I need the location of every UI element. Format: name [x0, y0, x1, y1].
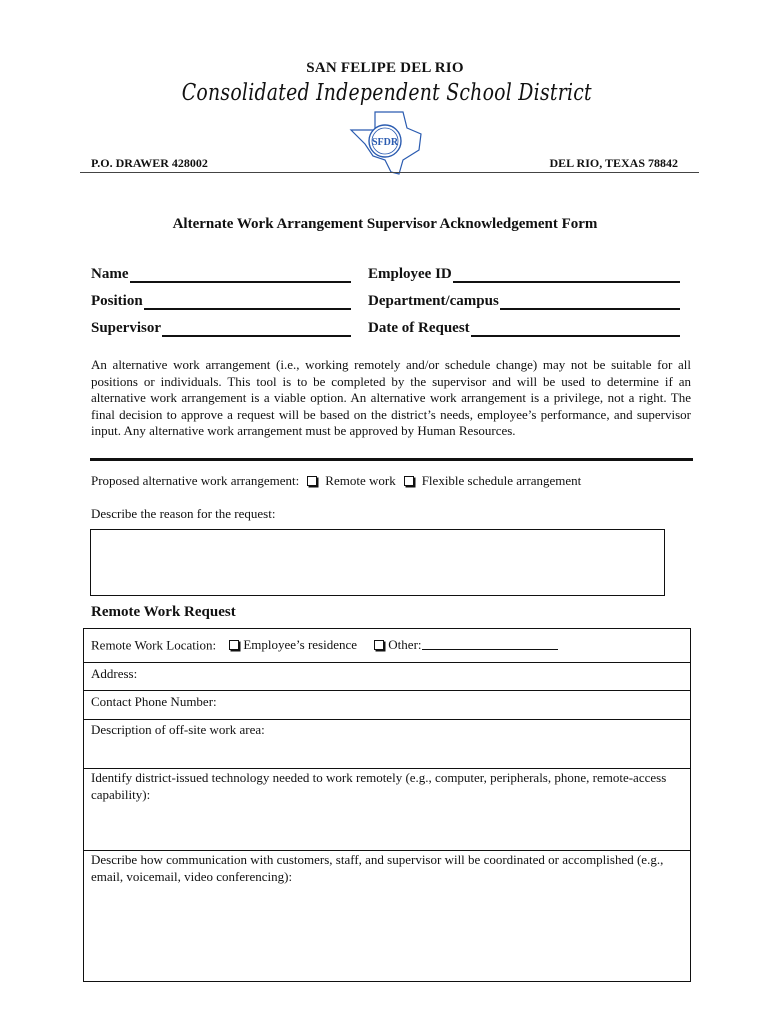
date-label: Date of Request [368, 320, 470, 336]
department-field[interactable] [368, 293, 680, 310]
department-label: Department/campus [368, 293, 499, 309]
district-name: SAN FELIPE DEL RIO [306, 60, 464, 76]
proposed-arrangement-row [91, 473, 581, 489]
offsite-label: Description of off-site work area: [91, 722, 265, 737]
proposed-label: Proposed alternative work arrangement: [91, 473, 300, 488]
city-address: DEL RIO, TEXAS 78842 [549, 156, 678, 170]
other-label: Other: [388, 637, 422, 652]
reason-label: Describe the reason for the request: [91, 506, 276, 521]
position-label: Position [91, 293, 143, 309]
communication-label: Describe how communication with customers, staff, and supervisor will be coordinated or accomplished (e.g., email, voicemail, video conferencing): [91, 852, 664, 884]
remote-work-table [83, 628, 691, 982]
table-row [84, 663, 691, 691]
employee-id-field[interactable] [368, 266, 680, 283]
supervisor-input-line[interactable] [162, 321, 351, 337]
name-field[interactable] [91, 266, 351, 283]
other-checkbox[interactable] [374, 640, 384, 650]
department-input-line[interactable] [500, 294, 680, 310]
date-input-line[interactable] [471, 321, 680, 337]
table-row [84, 851, 691, 982]
employee-id-label: Employee ID [368, 266, 452, 282]
technology-label: Identify district-issued technology needed to work remotely (e.g., computer, peripherals, phone, remote-access capability): [91, 770, 667, 802]
location-label: Remote Work Location: [91, 637, 217, 653]
flexible-schedule-checkbox[interactable] [404, 476, 414, 486]
address-cell[interactable] [84, 663, 691, 691]
table-row [84, 769, 691, 851]
remote-work-heading: Remote Work Request [91, 604, 236, 620]
intro-paragraph: An alternative work arrangement (i.e., working remotely and/or schedule change) may not be suitable for all positions or individuals. This tool is to be completed by the supervisor and will be used to determine if an alternative work arrangement is a viable option. An alternative work arrangement is a privilege, not a right. The final decision to approve a request will be based on the district’s needs, employee’s performance, and supervisor input. Any alternative work arrangement must be approved by Human Resources. [91, 357, 691, 438]
po-box: P.O. DRAWER 428002 [91, 156, 208, 170]
communication-cell[interactable] [84, 851, 691, 982]
flexible-schedule-label: Flexible schedule arrangement [421, 473, 582, 488]
table-row [84, 720, 691, 769]
header-divider [80, 172, 699, 173]
name-label: Name [91, 266, 129, 282]
employee-id-input-line[interactable] [453, 267, 680, 283]
position-input-line[interactable] [144, 294, 351, 310]
table-row [84, 629, 691, 663]
residence-label: Employee’s residence [243, 637, 358, 652]
form-title: Alternate Work Arrangement Supervisor Acknowledgement Form [172, 216, 598, 232]
section-divider [90, 458, 693, 461]
address-label: Address: [91, 666, 138, 681]
supervisor-field[interactable] [91, 320, 351, 337]
district-subtitle: Consolidated Independent School District [181, 80, 592, 106]
name-input-line[interactable] [130, 267, 352, 283]
table-row [84, 691, 691, 720]
technology-cell[interactable] [84, 769, 691, 851]
logo-text: SFDR [371, 137, 399, 148]
reason-textbox[interactable] [90, 529, 665, 596]
phone-cell[interactable] [84, 691, 691, 720]
remote-work-label: Remote work [325, 473, 396, 488]
location-cell[interactable] [84, 629, 691, 663]
position-field[interactable] [91, 293, 351, 310]
date-of-request-field[interactable] [368, 320, 680, 337]
supervisor-label: Supervisor [91, 320, 162, 336]
other-input-line[interactable] [422, 638, 558, 650]
remote-work-checkbox[interactable] [307, 476, 317, 486]
offsite-cell[interactable] [84, 720, 691, 769]
residence-checkbox[interactable] [229, 640, 239, 650]
district-logo [345, 108, 427, 176]
phone-label: Contact Phone Number: [91, 694, 217, 709]
